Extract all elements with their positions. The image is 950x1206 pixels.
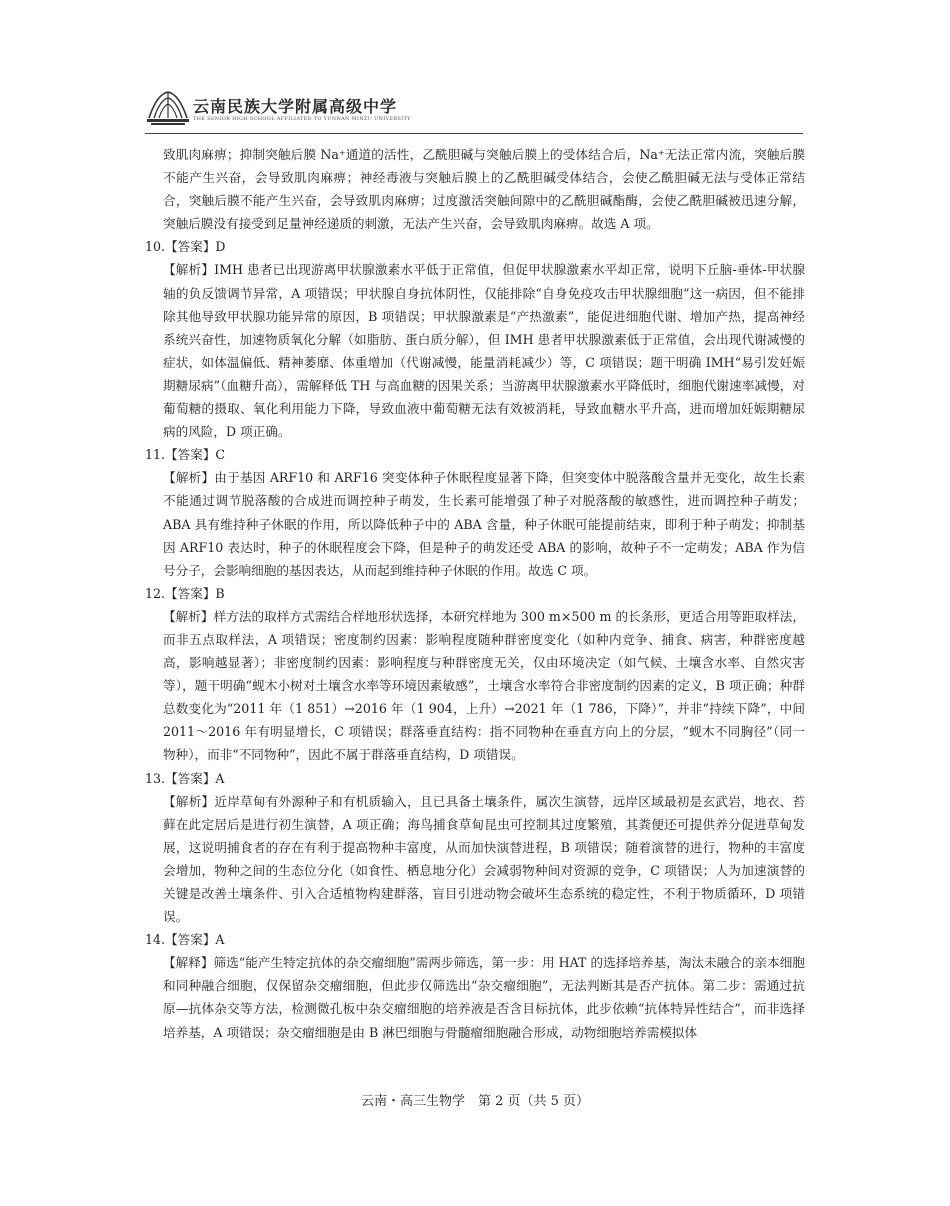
answer-line [145, 582, 805, 605]
school-logo-icon [145, 88, 191, 128]
question-number: 11. [145, 447, 166, 463]
analysis-paragraph [145, 466, 805, 581]
question-number: 13. [145, 770, 166, 786]
page-header [145, 88, 805, 136]
school-name: 云南民族大学附属高级中学 [193, 97, 398, 116]
question-13 [145, 767, 805, 929]
answer-value: A [215, 770, 225, 786]
question-10 [145, 235, 805, 443]
answer-line [145, 235, 805, 258]
answer-value: B [215, 585, 225, 601]
page-footer: 云南・高三生物学 第 2 页（共 5 页） [360, 1094, 590, 1109]
answer-label: 【答案】 [165, 585, 216, 601]
analysis-label: 【解析】 [163, 608, 214, 624]
question-number: 14. [145, 932, 166, 948]
page-content [145, 143, 805, 1044]
answer-label: 【答案】 [165, 770, 216, 786]
question-11 [145, 443, 805, 582]
answer-value: C [215, 447, 226, 463]
analysis-text: 筛选“能产生特定抗体的杂交瘤细胞”需两步筛选，第一步：用 HAT 的选择培养基，淘汰未融合的亲本细胞和同种融合细胞，仅保留杂交瘤细胞，但此步仅筛选出“杂交瘤细胞”，无法判断其是否产抗体。第二步：需通过抗原—抗体杂交等方法，检测微孔板中杂交瘤细胞的培养液是否含目标抗体，此步依赖“抗体特异性结合”，而非选择培养基，A 项错误；杂交瘤细胞是由 B 淋巴细胞与骨髓瘤细胞融合形成，动物细胞培养需模拟体 [163, 955, 806, 1040]
header-divider [145, 133, 803, 134]
analysis-text: 样方法的取样方式需结合样地形状选择，本研究样地为 300 m×500 m 的长条形，更适合用等距取样法，而非五点取样法，A 项错误；密度制约因素：影响程度随种群密度变化（如种内竞争、捕食、病害，种群密度越高，影响越显著）；非密度制约因素：影响程度与种群密度无关，仅由环境决定（如气候、土壤含水率、自然灾害等），题干明确“蚬木小树对土壤含水率等环境因素敏感”，土壤含水率符合非密度制约因素的定义，B 项正确；种群总数变化为“2011 年（1 851）→2016 年（1 904，上升）→2021 年（1 786，下降）”，并非“持续下降”，中间 2011～2016 年有明显增长，C 项错误；群落垂直结构：指不同物种在垂直方向上的分层，“蚬木不同胸径”（同一物种），而非“不同物种”，因此不属于群落垂直结构，D 项错误。 [163, 608, 805, 763]
analysis-text: 由于基因 ARF10 和 ARF16 突变体种子休眠程度显著下降，但突变体中脱落酸含量并无变化，故生长素不能通过调节脱落酸的合成进而调控种子萌发，生长素可能增强了种子对脱落酸的敏感性，进而调控种子萌发；ABA 具有维持种子休眠的作用，所以降低种子中的 ABA 含量，种子休眠可能提前结束，即利于种子萌发；抑制基因 ARF10 表达时，种子的休眠程度会下降，但是种子的萌发还受 ABA 的影响，故种子不一定萌发；ABA 作为信号分子，会影响细胞的基因表达，从而起到维持种子休眠的作用。故选 C 项。 [163, 470, 805, 578]
analysis-paragraph [145, 951, 805, 1043]
answer-line [145, 928, 805, 951]
answer-line [145, 443, 805, 466]
analysis-label: 【解释】 [163, 955, 214, 971]
answer-label: 【答案】 [165, 239, 216, 255]
school-subtitle: THE SENIOR HIGH SCHOOL AFFILIATED TO YUNNAN MINZU UNIVERSITY [193, 116, 411, 122]
answer-label: 【答案】 [165, 932, 216, 948]
question-number: 10. [145, 239, 166, 255]
question-number: 12. [145, 585, 166, 601]
analysis-label: 【解析】 [163, 793, 215, 809]
analysis-paragraph [145, 605, 805, 767]
analysis-paragraph [145, 258, 805, 443]
analysis-paragraph [145, 790, 805, 929]
answer-value: A [215, 932, 225, 948]
intro-paragraph: 致肌肉麻痹；抑制突触后膜 Na⁺通道的活性，乙酰胆碱与突触后膜上的受体结合后，Na⁺无法正常内流，突触后膜不能产生兴奋，会导致肌肉麻痹；神经毒液与突触后膜上的乙酰胆碱受体结合，会使乙酰胆碱无法与受体正常结合，突触后膜不能产生兴奋，会导致肌肉麻痹；过度激活突触间隙中的乙酰胆碱酯酶，会使乙酰胆碱被迅速分解，突触后膜没有接受到足量神经递质的刺激，无法产生兴奋，会导致肌肉麻痹。故选 A 项。 [163, 147, 805, 232]
analysis-text: IMH 患者已出现游离甲状腺激素水平低于正常值，但促甲状腺激素水平却正常，说明下丘脑-垂体-甲状腺轴的负反馈调节异常，A 项错误；甲状腺自身抗体阴性，仅能排除“自身免疫攻击甲状腺细胞”这一病因，但不能排除其他导致甲状腺功能异常的原因，B 项错误；甲状腺激素是“产热激素”，能促进细胞代谢、增加产热，提高神经系统兴奋性，加速物质氧化分解（如脂肪、蛋白质分解），但 IMH 患者甲状腺激素低于正常值，会出现代谢减慢的症状，如体温偏低、精神萎靡、体重增加（代谢减慢，能量消耗减少）等，C 项错误；题干明确 IMH“易引发妊娠期糖尿病”（血糖升高），需解释低 TH 与高血糖的因果关系；当游离甲状腺激素水平降低时，细胞代谢速率减慢，对葡萄糖的摄取、氧化利用能力下降，导致血液中葡萄糖无法有效被消耗，导致血糖水平升高，进而增加妊娠期糖尿病的风险，D 项正确。 [163, 262, 805, 440]
question-14 [145, 928, 805, 1043]
answer-line [145, 767, 805, 790]
question-12 [145, 582, 805, 767]
answer-value: D [215, 239, 226, 255]
analysis-label: 【解析】 [163, 262, 215, 278]
analysis-text: 近岸草甸有外源种子和有机质输入，且已具备土壤条件，属次生演替，远岸区域最初是玄武岩，地衣、苔藓在此定居后是进行初生演替，A 项正确；海鸟捕食草甸昆虫可控制其过度繁殖，其粪便还可提供养分促进草甸发展，这说明捕食者的存在有利于提高物种丰富度，从而加快演替进程，B 项错误；随着演替的进行，物种的丰富度会增加，物种之间的生态位分化（如食性、栖息地分化）会减弱物种间对资源的竞争，C 项错误；人为加速演替的关键是改善土壤条件、引入合适植物构建群落，盲目引进动物会破坏生态系统的稳定性，不利于物质循环，D 项错误。 [163, 793, 806, 925]
answer-label: 【答案】 [165, 447, 216, 463]
analysis-label: 【解析】 [163, 470, 215, 486]
